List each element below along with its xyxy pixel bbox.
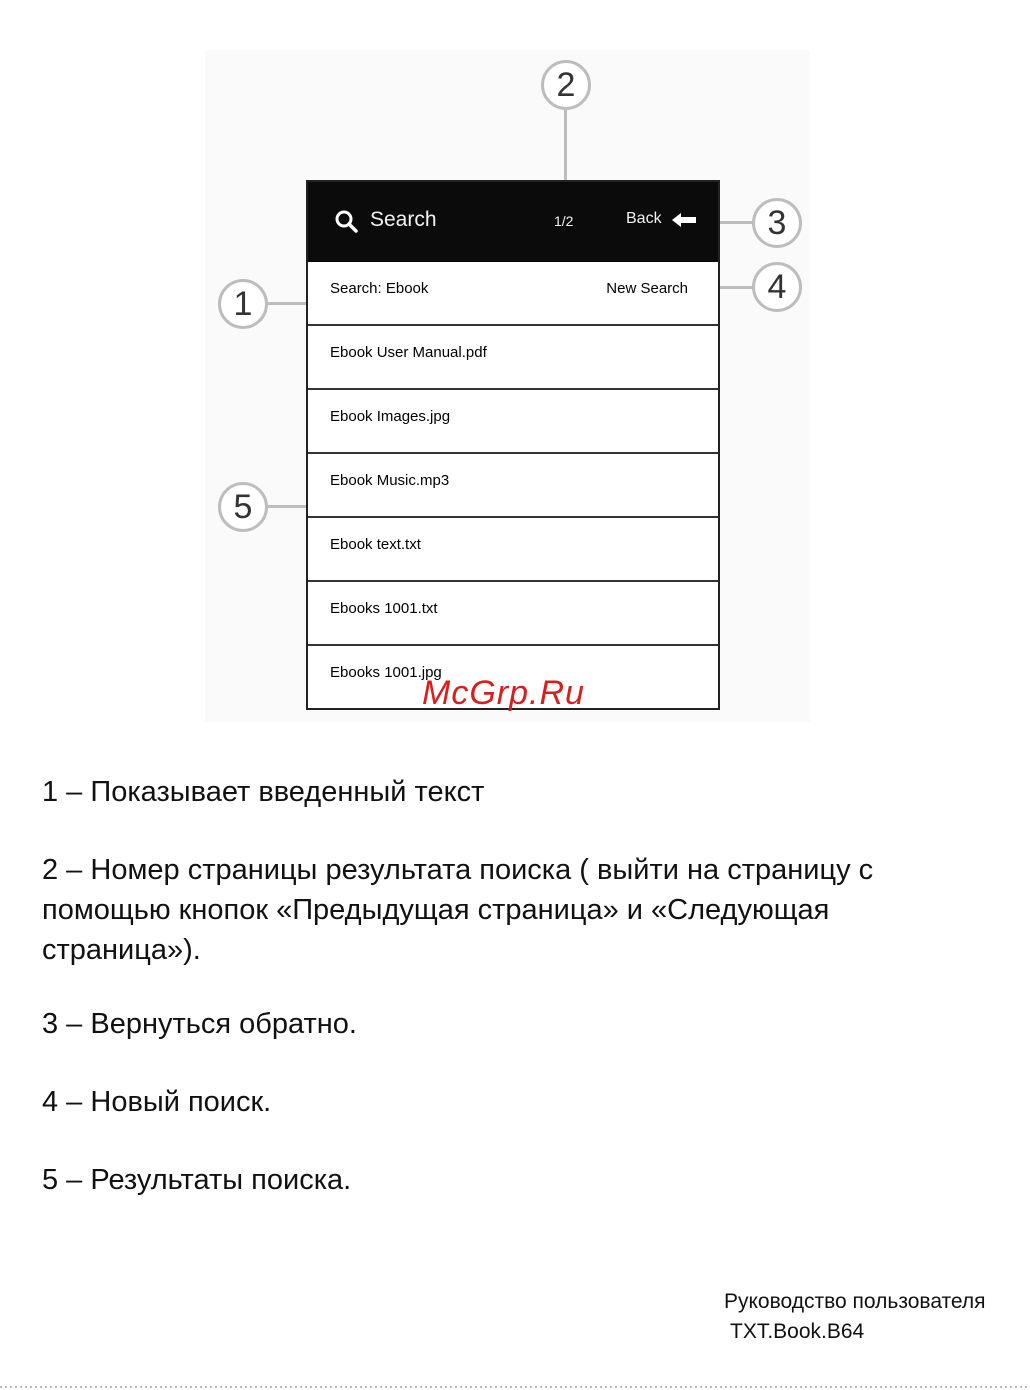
result-label: Ebooks 1001.txt xyxy=(330,600,438,617)
back-button[interactable]: Back xyxy=(626,210,662,227)
result-item[interactable] xyxy=(308,582,718,646)
search-icon[interactable] xyxy=(334,209,358,233)
back-arrow-icon[interactable] xyxy=(672,212,698,228)
bottom-rule xyxy=(0,1386,1030,1388)
footer-model: TXT.Book.B64 xyxy=(730,1320,865,1343)
query-text: Search: Ebook xyxy=(330,280,429,297)
legend-item-3: 3 – Вернуться обратно. xyxy=(42,1008,357,1040)
result-label: Ebook User Manual.pdf xyxy=(330,344,487,361)
result-label: Ebooks 1001.jpg xyxy=(330,664,442,681)
new-search-button[interactable]: New Search xyxy=(606,280,688,297)
result-item[interactable] xyxy=(308,518,718,582)
callout-5: 5 xyxy=(218,482,268,532)
result-item[interactable] xyxy=(308,326,718,390)
result-label: Ebook Music.mp3 xyxy=(330,472,450,489)
legend-item-5: 5 – Результаты поиска. xyxy=(42,1164,352,1196)
callout-4: 4 xyxy=(752,262,802,312)
page-indicator: 1/2 xyxy=(554,213,574,229)
result-item[interactable] xyxy=(308,390,718,454)
callout-2: 2 xyxy=(541,60,591,110)
callout-3: 3 xyxy=(752,198,802,248)
query-row xyxy=(308,262,718,326)
result-label: Ebook Images.jpg xyxy=(330,408,451,425)
search-label[interactable]: Search xyxy=(370,208,437,231)
legend-item-1: 1 – Показывает введенный текст xyxy=(42,776,485,808)
legend-item-2: 2 – Номер страницы результата поиска ( выйти на страницу с помощью кнопок «Предыдущая страница» и «Следующая страница»). xyxy=(42,854,874,966)
callout-1: 1 xyxy=(218,279,268,329)
result-label: Ebook text.txt xyxy=(330,536,421,553)
footer-manual-title: Руководство пользователя xyxy=(724,1290,986,1313)
top-bar xyxy=(308,182,718,262)
result-item[interactable] xyxy=(308,454,718,518)
legend-item-4: 4 – Новый поиск. xyxy=(42,1086,272,1118)
watermark: McGrp.Ru xyxy=(422,674,585,712)
device-screen xyxy=(306,180,720,710)
